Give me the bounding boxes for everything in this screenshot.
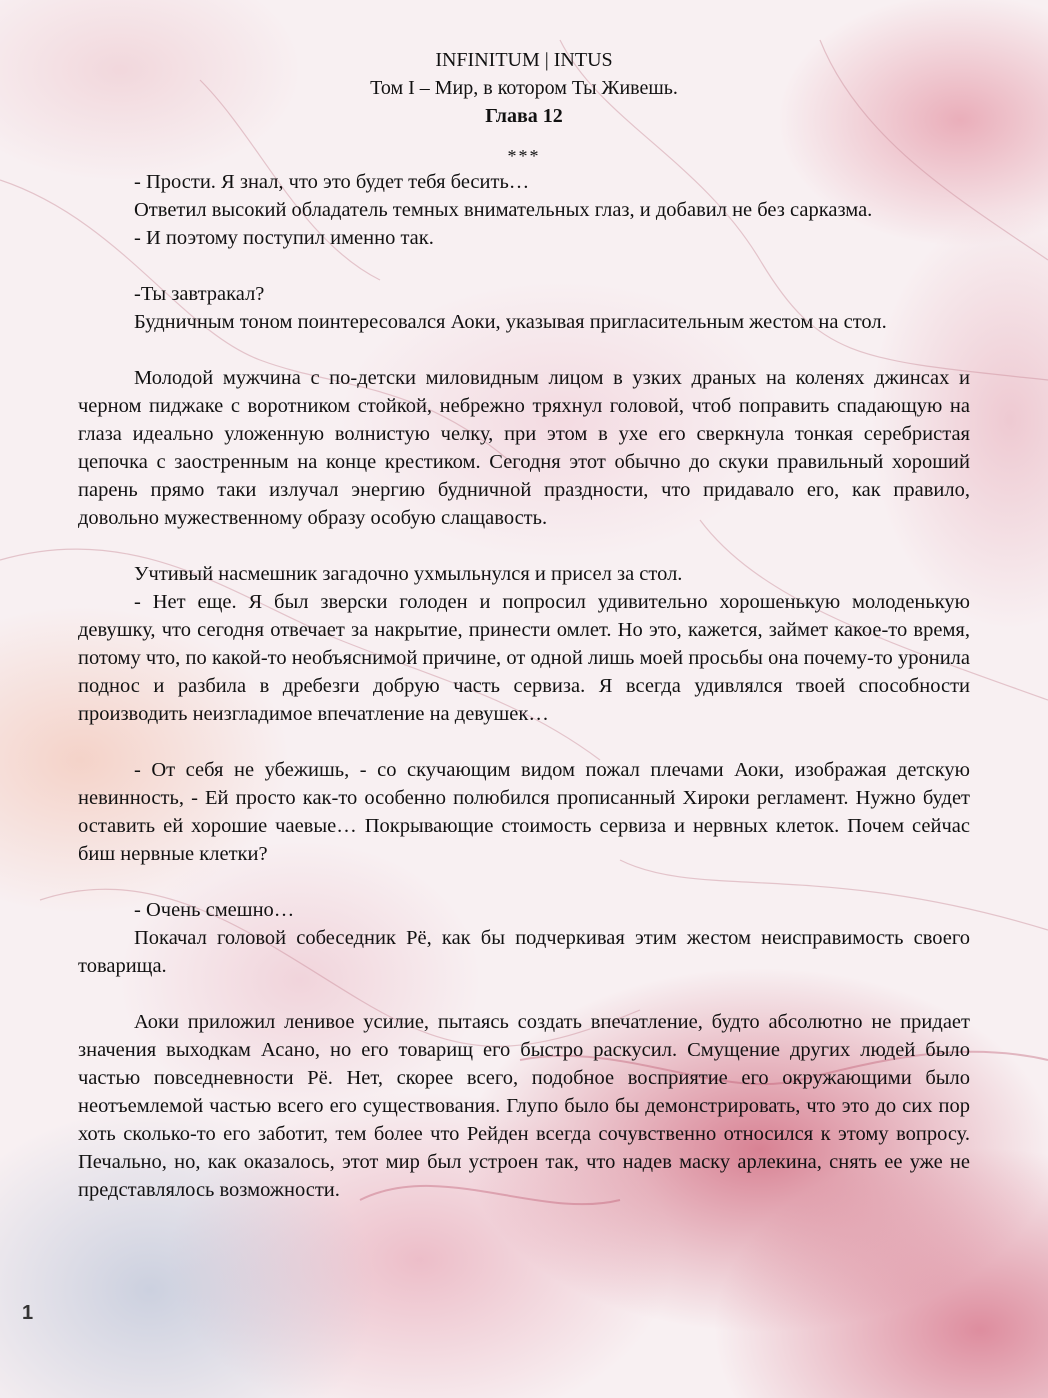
paragraph: Будничным тоном поинтересовался Аоки, указывая пригласительным жестом на стол. [134, 311, 887, 333]
paragraph: - Очень смешно… [134, 899, 295, 921]
paragraph: Учтивый насмешник загадочно ухмыльнулся и присел за стол. [134, 563, 683, 585]
paragraph: Аоки приложил ленивое усилие, пытаясь создать впечатление, будто абсолютно не придает значения выходкам Асано, но его товарищ его быстро раскусил. Смущение других людей было частью повседневности Рё. Нет, скорее всего, подобное восприятие его окружающими было неотъемлемой частью всего его существования. Глупо было бы демонстрировать, что это до сих пор хоть сколько-то его заботит, тем более что Рейден всегда сочувственно относился к этому вопросу. Печально, но, как оказалось, этот мир был устроен так, что надев маску арлекина, снять ее уже не представлялось возможности. [78, 1011, 970, 1201]
section-separator: *** [507, 146, 541, 166]
paragraph: Ответил высокий обладатель темных внимательных глаз, и добавил не без сарказма. [134, 199, 873, 221]
chapter-title: Глава 12 [485, 105, 563, 127]
document-page [78, 46, 970, 1204]
book-title: INFINITUM | INTUS [435, 49, 613, 71]
paragraph: -Ты завтракал? [134, 283, 265, 305]
paragraph: Покачал головой собеседник Рё, как бы подчеркивая этим жестом неисправимость своего товарища. [78, 927, 970, 977]
paragraph: - И поэтому поступил именно так. [134, 227, 434, 249]
document-header [78, 46, 970, 130]
paragraph: - Прости. Я знал, что это будет тебя бесить… [134, 171, 530, 193]
page-number: 1 [22, 1302, 34, 1324]
document-body [78, 168, 970, 1204]
volume-title: Том I – Мир, в котором Ты Живешь. [370, 77, 678, 99]
paragraph: - Нет еще. Я был зверски голоден и попросил удивительно хорошенькую молоденькую девушку, что сегодня отвечает за накрытие, принести омлет. Но это, кажется, займет какое-то время, потому что, по какой-то необъяснимой причине, от одной лишь моей просьбы она почему-то уронила поднос и разбила в дребезги добрую часть сервиза. Я всегда удивлялся твоей способности производить неизгладимое впечатление на девушек… [78, 591, 970, 725]
paragraph: - От себя не убежишь, - со скучающим видом пожал плечами Аоки, изображая детскую невинность, - Ей просто как-то особенно полюбился прописанный Хироки регламент. Нужно будет оставить ей хорошие чаевые… Покрывающие стоимость сервиза и нервных клеток. Почем сейчас биш нервные клетки? [78, 759, 970, 865]
paragraph: Молодой мужчина с по-детски миловидным лицом в узких драных на коленях джинсах и черном пиджаке с воротником стойкой, небрежно тряхнул головой, чтоб поправить спадающую на глаза идеально уложенную волнистую челку, при этом в ухе его сверкнула тонкая серебристая цепочка с заостренным на конце крестиком. Сегодня этот обычно до скуки правильный хороший парень прямо таки излучал энергию будничной праздности, что придавало его, как правило, довольно мужественному образу особую слащавость. [78, 367, 970, 529]
